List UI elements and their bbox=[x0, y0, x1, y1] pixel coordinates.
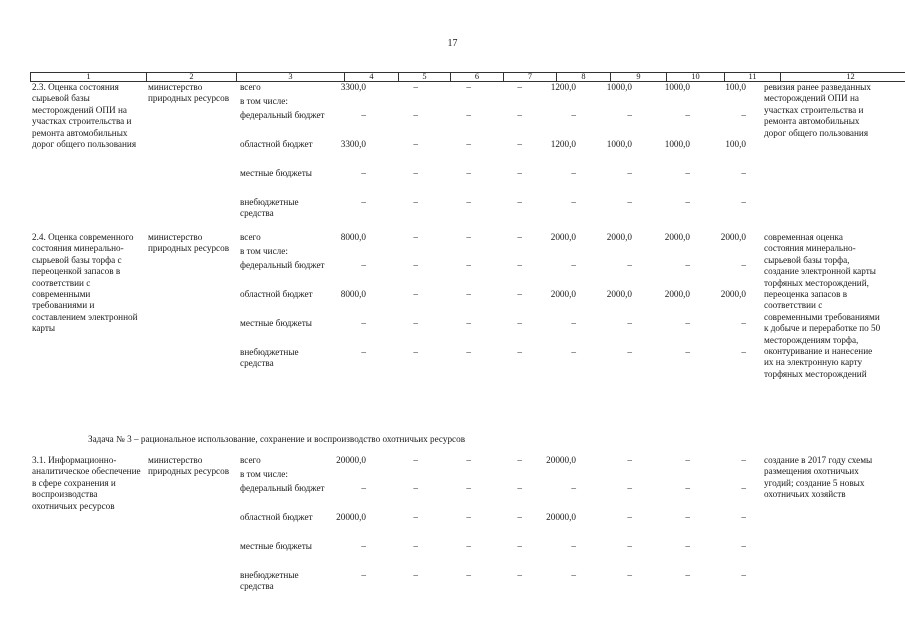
funding-value: – bbox=[466, 82, 471, 92]
funding-value: – bbox=[741, 168, 746, 178]
funding-source-label: федеральный бюджет bbox=[240, 110, 325, 120]
funding-value: – bbox=[413, 347, 418, 357]
funding-value: 2000,0 bbox=[606, 289, 632, 299]
funding-source-label: местные бюджеты bbox=[240, 168, 312, 178]
funding-value: – bbox=[627, 541, 632, 551]
funding-value: 2000,0 bbox=[720, 232, 746, 242]
funding-value: 3300,0 bbox=[340, 82, 366, 92]
funding-value: – bbox=[466, 289, 471, 299]
funding-source-label: местные бюджеты bbox=[240, 318, 312, 328]
funding-value: – bbox=[517, 347, 522, 357]
measure-name: 2.3. Оценка состояния сырьевой базы месторождений ОПИ на участках строительства и ремонта автомобильных дорог общего пользования bbox=[32, 82, 137, 150]
funding-value: – bbox=[627, 318, 632, 328]
funding-value: – bbox=[741, 347, 746, 357]
page-number: 17 bbox=[447, 38, 458, 49]
funding-value: – bbox=[413, 232, 418, 242]
funding-value: – bbox=[571, 541, 576, 551]
funding-value: – bbox=[685, 168, 690, 178]
funding-value: – bbox=[466, 260, 471, 270]
funding-value: 1000,0 bbox=[664, 139, 690, 149]
funding-value: – bbox=[413, 289, 418, 299]
funding-value: 1200,0 bbox=[550, 139, 576, 149]
funding-value: 2000,0 bbox=[606, 232, 632, 242]
funding-value: – bbox=[466, 318, 471, 328]
header-col-2: 2 bbox=[147, 73, 237, 82]
funding-value: – bbox=[466, 541, 471, 551]
funding-value: – bbox=[361, 347, 366, 357]
header-col-5: 5 bbox=[399, 73, 451, 82]
funding-value: – bbox=[685, 260, 690, 270]
funding-value: – bbox=[361, 570, 366, 580]
funding-source-label: внебюджетные средства bbox=[240, 570, 299, 592]
funding-value: 2000,0 bbox=[550, 289, 576, 299]
expected-result: ревизия ранее разведанных месторождений ОПИ на участках строительства и ремонта автомобильных дорог общего пользования bbox=[764, 82, 871, 138]
header-col-8: 8 bbox=[557, 73, 611, 82]
funding-value: – bbox=[413, 455, 418, 465]
funding-value: 100,0 bbox=[725, 82, 746, 92]
funding-value: 1000,0 bbox=[606, 139, 632, 149]
funding-source-label: федеральный бюджет bbox=[240, 260, 325, 270]
funding-value: – bbox=[685, 483, 690, 493]
funding-value: – bbox=[517, 139, 522, 149]
funding-value: – bbox=[466, 483, 471, 493]
funding-value: – bbox=[741, 512, 746, 522]
funding-value: – bbox=[517, 455, 522, 465]
funding-value: – bbox=[627, 197, 632, 207]
funding-value: – bbox=[571, 347, 576, 357]
funding-value: – bbox=[741, 318, 746, 328]
funding-value: – bbox=[413, 168, 418, 178]
funding-value: – bbox=[413, 512, 418, 522]
funding-value: – bbox=[413, 139, 418, 149]
funding-value: – bbox=[685, 197, 690, 207]
funding-value: – bbox=[466, 197, 471, 207]
header-col-10: 10 bbox=[667, 73, 725, 82]
funding-value: – bbox=[571, 197, 576, 207]
task-title: Задача № 3 – рациональное использование, сохранение и воспроизводство охотничьих ресурсов bbox=[88, 434, 466, 444]
funding-value: 20000,0 bbox=[546, 512, 576, 522]
funding-value: – bbox=[685, 512, 690, 522]
funding-source-label: в том числе: bbox=[240, 246, 288, 256]
funding-value: – bbox=[517, 232, 522, 242]
funding-value: – bbox=[517, 318, 522, 328]
header-col-11: 11 bbox=[725, 73, 781, 82]
funding-value: 1000,0 bbox=[606, 82, 632, 92]
funding-value: – bbox=[627, 570, 632, 580]
funding-value: – bbox=[627, 455, 632, 465]
funding-value: – bbox=[741, 260, 746, 270]
funding-value: – bbox=[517, 483, 522, 493]
funding-value: – bbox=[571, 483, 576, 493]
funding-source-label: областной бюджет bbox=[240, 139, 313, 149]
funding-source-label: всего bbox=[240, 455, 261, 465]
funding-value: – bbox=[627, 483, 632, 493]
funding-value: – bbox=[413, 260, 418, 270]
header-col-3: 3 bbox=[237, 73, 345, 82]
header-col-4: 4 bbox=[345, 73, 399, 82]
funding-value: 20000,0 bbox=[546, 455, 576, 465]
funding-value: – bbox=[466, 347, 471, 357]
funding-value: – bbox=[517, 110, 522, 120]
funding-value: – bbox=[361, 197, 366, 207]
executor: министерство природных ресурсов bbox=[148, 455, 230, 477]
funding-value: 1200,0 bbox=[550, 82, 576, 92]
executor: министерство природных ресурсов bbox=[148, 82, 230, 104]
funding-value: – bbox=[466, 512, 471, 522]
funding-value: – bbox=[361, 483, 366, 493]
funding-value: – bbox=[627, 110, 632, 120]
funding-value: – bbox=[466, 570, 471, 580]
funding-value: 2000,0 bbox=[550, 232, 576, 242]
funding-source-label: федеральный бюджет bbox=[240, 483, 325, 493]
funding-value: – bbox=[571, 318, 576, 328]
funding-value: – bbox=[517, 82, 522, 92]
funding-value: – bbox=[413, 197, 418, 207]
expected-result: современная оценка состояния минерально-сырьевой базы торфа, создание электронной карты торфяных месторождений, переоценка запасов в соответствии с современными требованиями к добыче и переработке по 50 месторождениям торфа, оконтуривание и нанесение их на электронную карту торфяных месторождений bbox=[764, 232, 881, 379]
funding-value: – bbox=[741, 570, 746, 580]
measure-name: 2.4. Оценка современного состояния минерально-сырьевой базы торфа с переоценкой запасов в соответствии с современными требованиями и составлением электронной карты bbox=[32, 232, 138, 334]
funding-value: – bbox=[741, 455, 746, 465]
funding-value: 1000,0 bbox=[664, 82, 690, 92]
funding-value: 2000,0 bbox=[664, 232, 690, 242]
funding-source-label: внебюджетные средства bbox=[240, 197, 299, 219]
funding-value: – bbox=[413, 82, 418, 92]
funding-value: – bbox=[413, 483, 418, 493]
measure-name: 3.1. Информационно-аналитическое обеспечение в сфере сохранения и воспроизводства охотничьих ресурсов bbox=[32, 455, 141, 511]
funding-value: – bbox=[571, 260, 576, 270]
funding-value: 3300,0 bbox=[340, 139, 366, 149]
funding-value: 100,0 bbox=[725, 139, 746, 149]
funding-value: 2000,0 bbox=[720, 289, 746, 299]
funding-value: 8000,0 bbox=[340, 232, 366, 242]
funding-value: – bbox=[517, 197, 522, 207]
funding-value: 2000,0 bbox=[664, 289, 690, 299]
funding-value: – bbox=[361, 110, 366, 120]
executor: министерство природных ресурсов bbox=[148, 232, 230, 254]
funding-value: – bbox=[685, 318, 690, 328]
funding-value: – bbox=[466, 232, 471, 242]
expected-result: создание в 2017 году схемы размещения охотничьих угодий; создание 5 новых охотничьих хозяйств bbox=[764, 455, 873, 500]
funding-value: – bbox=[685, 455, 690, 465]
column-header-row bbox=[30, 72, 905, 82]
funding-value: – bbox=[413, 570, 418, 580]
funding-value: – bbox=[413, 318, 418, 328]
funding-value: – bbox=[571, 570, 576, 580]
header-col-7: 7 bbox=[504, 73, 557, 82]
funding-value: 20000,0 bbox=[336, 512, 366, 522]
funding-value: – bbox=[466, 110, 471, 120]
funding-source-label: областной бюджет bbox=[240, 512, 313, 522]
funding-value: – bbox=[627, 347, 632, 357]
funding-value: – bbox=[361, 318, 366, 328]
funding-value: – bbox=[361, 541, 366, 551]
header-col-12: 12 bbox=[781, 73, 905, 82]
funding-source-label: внебюджетные средства bbox=[240, 347, 299, 369]
funding-value: – bbox=[361, 168, 366, 178]
funding-value: – bbox=[517, 260, 522, 270]
funding-value: – bbox=[466, 139, 471, 149]
funding-source-label: всего bbox=[240, 82, 261, 92]
funding-value: 20000,0 bbox=[336, 455, 366, 465]
funding-value: – bbox=[517, 289, 522, 299]
funding-value: 8000,0 bbox=[340, 289, 366, 299]
funding-value: – bbox=[627, 260, 632, 270]
funding-value: – bbox=[741, 483, 746, 493]
funding-value: – bbox=[571, 168, 576, 178]
funding-value: – bbox=[517, 570, 522, 580]
funding-value: – bbox=[627, 168, 632, 178]
funding-value: – bbox=[685, 110, 690, 120]
funding-source-label: местные бюджеты bbox=[240, 541, 312, 551]
funding-value: – bbox=[466, 168, 471, 178]
funding-value: – bbox=[517, 512, 522, 522]
funding-value: – bbox=[741, 541, 746, 551]
funding-value: – bbox=[685, 570, 690, 580]
funding-value: – bbox=[685, 541, 690, 551]
funding-value: – bbox=[741, 110, 746, 120]
funding-source-label: в том числе: bbox=[240, 96, 288, 106]
funding-value: – bbox=[413, 110, 418, 120]
funding-value: – bbox=[685, 347, 690, 357]
header-col-1: 1 bbox=[31, 73, 147, 82]
funding-source-label: в том числе: bbox=[240, 469, 288, 479]
funding-value: – bbox=[466, 455, 471, 465]
funding-value: – bbox=[627, 512, 632, 522]
header-col-6: 6 bbox=[451, 73, 504, 82]
funding-value: – bbox=[517, 168, 522, 178]
header-col-9: 9 bbox=[611, 73, 667, 82]
funding-value: – bbox=[361, 260, 366, 270]
funding-value: – bbox=[741, 197, 746, 207]
funding-value: – bbox=[413, 541, 418, 551]
funding-source-label: всего bbox=[240, 232, 261, 242]
funding-value: – bbox=[571, 110, 576, 120]
funding-source-label: областной бюджет bbox=[240, 289, 313, 299]
funding-value: – bbox=[517, 541, 522, 551]
